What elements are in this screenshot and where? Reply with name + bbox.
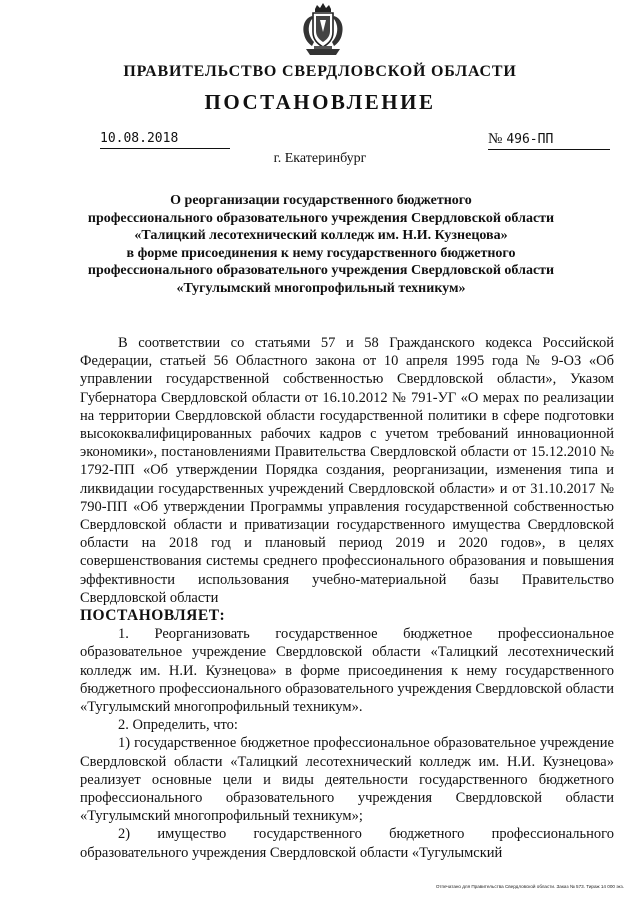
- title-line: О реорганизации государственного бюджетного: [170, 193, 472, 208]
- item-2-1-paragraph: 1) государственное бюджетное профессиональное образовательное учреждение Свердловской области «Талицкий лесотехнический колледж им. Н.И. Кузнецова» реализует основные цели и виды деятельности государственного бюджетного профессионального образовательного учреждения Свердловской области «Тугулымский многопрофильный техникум»;: [80, 735, 614, 825]
- title-line: профессионального образовательного учреждения Свердловской области: [87, 263, 555, 279]
- document-date: 10.08.2018: [100, 131, 230, 149]
- title-line: «Талицкий лесотехнический колледж им. Н.И. Кузнецова»: [134, 228, 508, 244]
- document-number: [488, 131, 610, 150]
- document-body: [80, 334, 614, 862]
- item-1-paragraph: 1. Реорганизовать государственное бюджетное профессиональное образовательное учреждение Свердловской области «Талицкий лесотехнический колледж им. Н.И. Кузнецова» в форме присоединения к нему государственного бюджетного профессионального образовательного учреждения Свердловской области «Тугулымский многопрофильный техникум».: [80, 626, 614, 716]
- title-line: «Тугулымский многопрофильный техникум»: [176, 280, 466, 296]
- resolve-heading: ПОСТАНОВЛЯЕТ:: [80, 607, 226, 625]
- document-title: [60, 192, 582, 298]
- coat-of-arms-icon: [296, 2, 350, 58]
- item-2-paragraph: 2. Определить, что:: [118, 717, 238, 734]
- preamble-paragraph: В соответствии со статьями 57 и 58 Гражданского кодекса Российской Федерации, статьей 56 Областного закона от 10 апреля 1995 года № 9-ОЗ «Об управлении государственной собственностью Свердловской области», Указом Губернатора Свердловской области от 16.10.2012 № 791-УГ «О мерах по реализации на территории Свердловской области государственной политики в сфере подготовки высококвалифицированных рабочих кадров с учетом требований инновационной экономики», постановлениями Правительства Свердловской области от 15.12.2010 № 1792-ПП «Об утверждении Порядка создания, реорганизации, изменения типа и ликвидации государственных учреждений Свердловской области» и от 31.10.2017 № 790-ПП «Об утверждении Программы управления государственной собственностью Свердловской области и приватизации государственного имущества Свердловской области на 2018 год и плановый период 2019 и 2020 годов», в целях совершенствования системы среднего профессионального образования и повышения эффективности использования учебно-материальной базы Правительство Свердловской области: [80, 335, 614, 606]
- document-type: ПОСТАНОВЛЕНИЕ: [204, 90, 436, 114]
- number-prefix: №: [488, 131, 503, 147]
- number-value: 496-ПП: [506, 132, 554, 147]
- print-note: Отпечатано для Правительства Свердловской области. Заказ № 573. Тираж 14 000 экз.: [435, 884, 624, 889]
- city: г. Екатеринбург: [273, 151, 367, 166]
- title-line: в форме присоединения к нему государственного бюджетного: [126, 245, 516, 261]
- government-name: ПРАВИТЕЛЬСТВО СВЕРДЛОВСКОЙ ОБЛАСТИ: [123, 63, 517, 80]
- item-2-2-paragraph: 2) имущество государственного бюджетного профессионального образовательного учреждения Свердловской области «Тугулымский: [80, 826, 614, 861]
- title-line: профессионального образовательного учреждения Свердловской области: [87, 210, 555, 226]
